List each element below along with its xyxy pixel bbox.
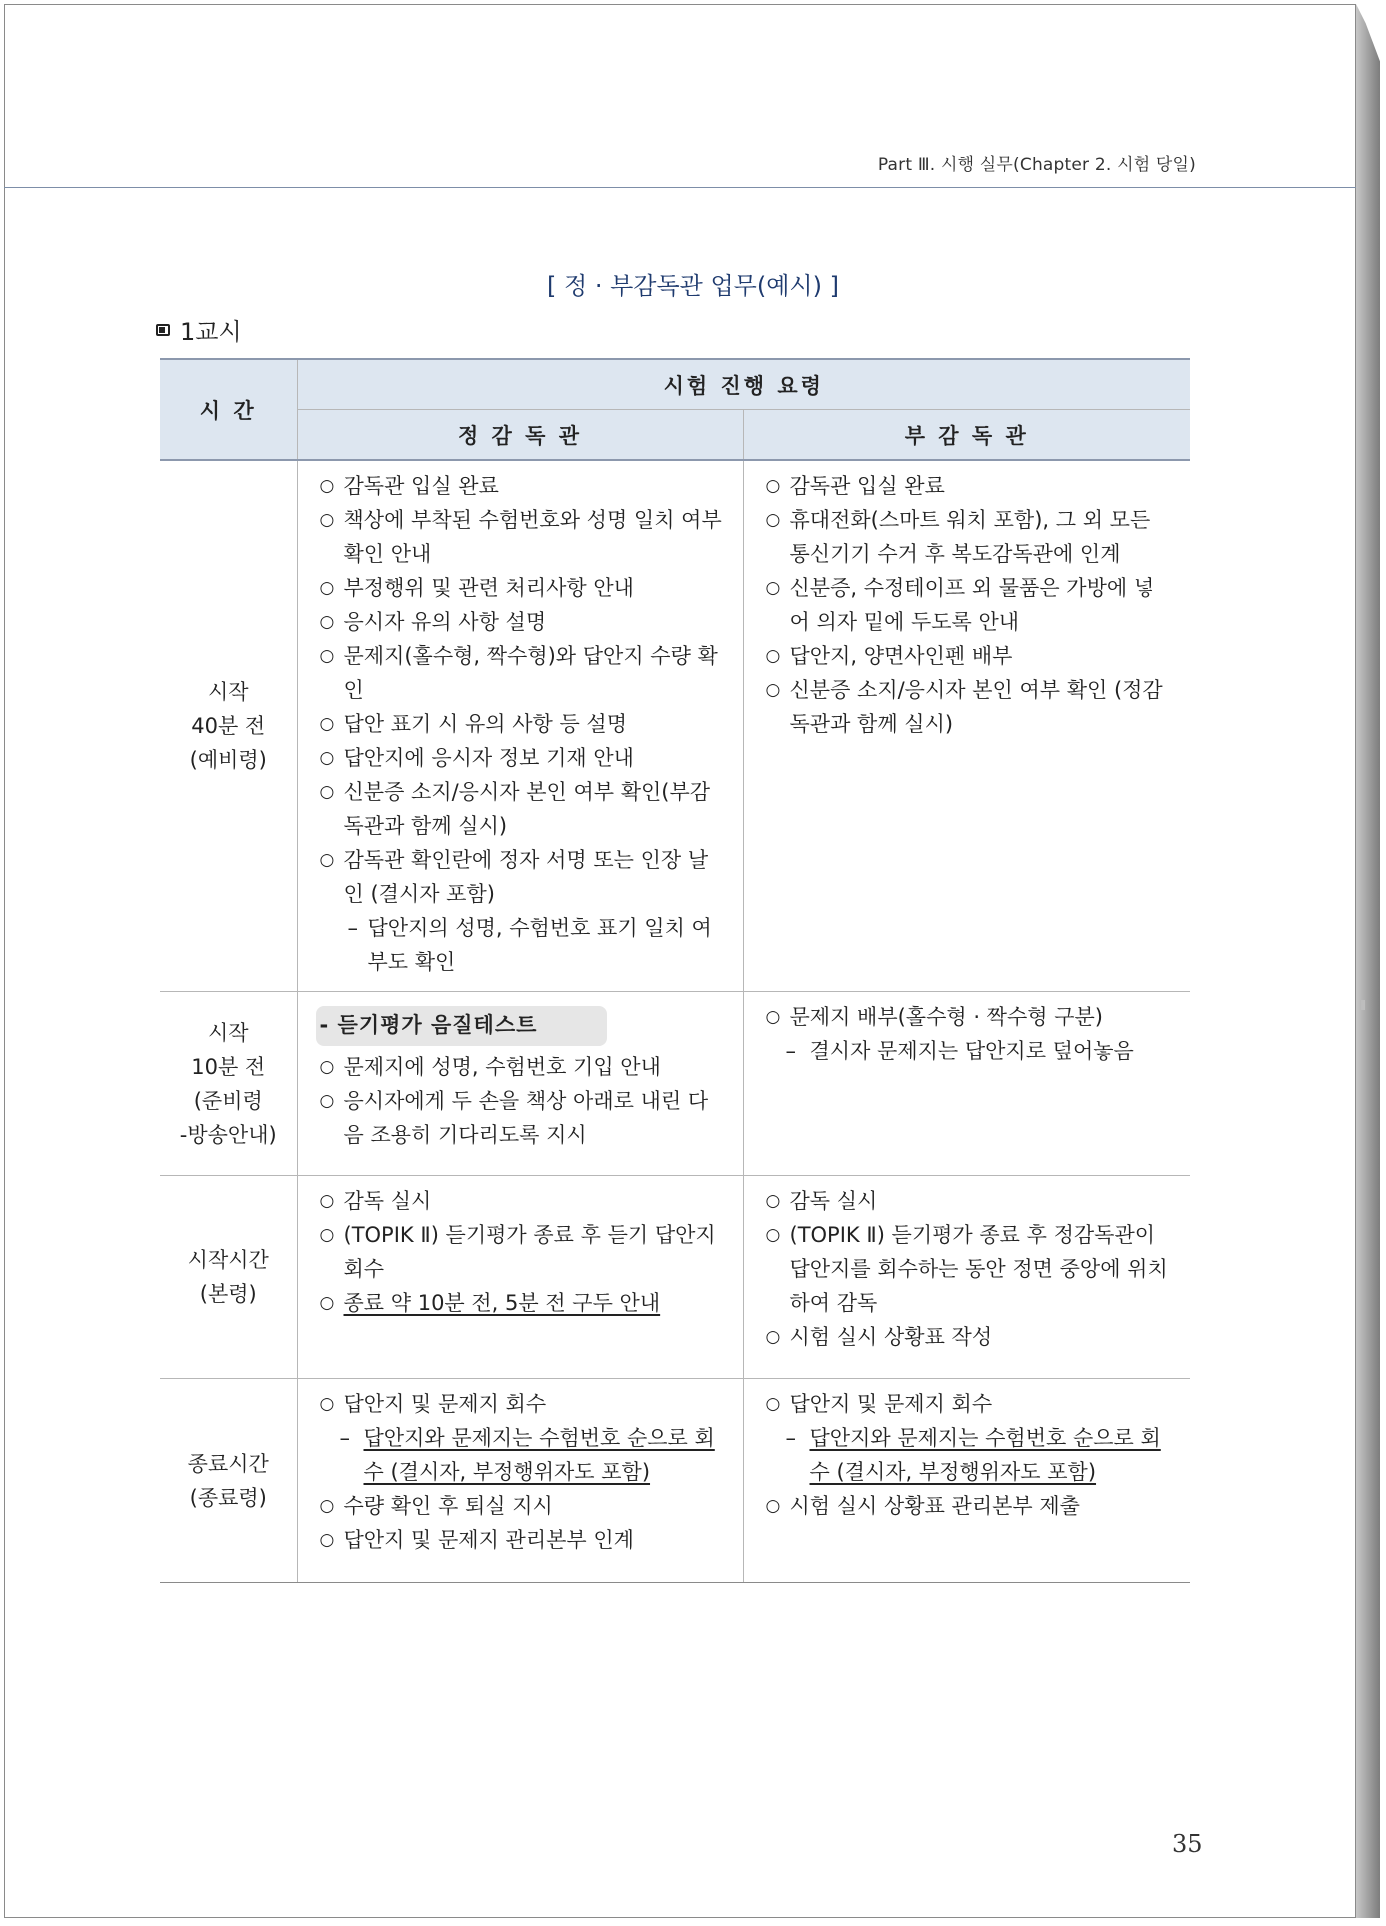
- duty-item: [766, 503, 1173, 571]
- time-line: 시작: [207, 680, 249, 704]
- duty-item-text: 답안지와 문제지는 수험번호 순으로 회수 (결시자, 부정행위자도 포함): [363, 1426, 715, 1484]
- square-bullet-icon: [156, 324, 170, 336]
- duty-item-text: 답안지의 성명, 수험번호 표기 일치 여부도 확인: [367, 916, 712, 974]
- time-line: 10분 전: [191, 1054, 266, 1079]
- page-number: 35: [1172, 1830, 1203, 1858]
- time-line: (종료령): [189, 1485, 267, 1510]
- duty-item-text: 감독 실시: [343, 1189, 432, 1213]
- duty-item-text: (TOPIK Ⅱ) 듣기평가 종료 후 듣기 답안지 회수: [343, 1223, 716, 1281]
- chief-duty-list: [320, 1184, 725, 1320]
- document-title: [ 정 · 부감독관 업무(예시) ]: [547, 272, 839, 300]
- duty-item-text: 책상에 부착된 수험번호와 성명 일치 여부 확인 안내: [343, 508, 722, 566]
- duty-item: [766, 1184, 1173, 1218]
- assistant-duties-cell: [743, 992, 1190, 1176]
- duty-item-text: 답안지에 응시자 정보 기재 안내: [343, 746, 634, 770]
- time-cell: [160, 460, 297, 992]
- duty-item: [320, 605, 725, 639]
- table-row: [160, 460, 1190, 992]
- duty-item: [320, 1387, 725, 1421]
- duty-item: [320, 503, 725, 571]
- duty-item-text: 신분증 소지/응시자 본인 여부 확인 (정감독관과 함께 실시): [789, 678, 1163, 736]
- time-cell: [160, 1176, 297, 1379]
- duty-item-text: 답안지 및 문제지 회수: [343, 1392, 547, 1416]
- duty-item: [766, 1218, 1173, 1320]
- duty-item-text: 문제지에 성명, 수험번호 기입 안내: [343, 1055, 661, 1079]
- duty-item-text: 부정행위 및 관련 처리사항 안내: [343, 576, 634, 600]
- duty-item-text: 답안지 및 문제지 관리본부 인계: [343, 1528, 634, 1552]
- header-assistant-supervisor: 부 감 독 관: [743, 410, 1190, 461]
- time-line: 시작: [207, 1020, 249, 1045]
- table-body: [160, 460, 1190, 1583]
- duty-item: [766, 1489, 1173, 1523]
- duty-item: [320, 639, 725, 707]
- chief-duties-cell: [297, 1176, 743, 1379]
- duty-item-text: 신분증, 수정테이프 외 물품은 가방에 넣어 의자 밑에 두도록 안내: [789, 576, 1155, 634]
- time-line: 종료시간: [187, 1451, 269, 1476]
- duty-item-text: 감독 실시: [789, 1189, 878, 1213]
- duty-item-text: (TOPIK Ⅱ) 듣기평가 종료 후 정감독관이 답안지를 회수하는 동안 정면 중앙에 위치하여 감독: [789, 1223, 1168, 1315]
- duty-item: [320, 1084, 725, 1152]
- duty-item-text: 수량 확인 후 퇴실 지시: [343, 1494, 553, 1518]
- duty-item: [320, 741, 725, 775]
- assistant-duties-cell: [743, 1176, 1190, 1379]
- duty-item-text: 감독관 입실 완료: [343, 474, 499, 498]
- time-line: -방송안내): [179, 1122, 277, 1147]
- page-side-mark: [1361, 1000, 1365, 1010]
- assistant-duties-cell: [743, 460, 1190, 992]
- section-heading: [156, 312, 242, 347]
- duty-item: [320, 843, 725, 911]
- duty-item-text: 문제지(홀수형, 짝수형)와 답안지 수량 확인: [343, 644, 718, 702]
- chief-duties-cell: [297, 1379, 743, 1583]
- chief-duty-list: [320, 469, 725, 979]
- header-time: 시 간: [160, 359, 297, 460]
- duty-item: [766, 639, 1173, 673]
- duty-item: [320, 911, 725, 979]
- time-line: (본령): [199, 1282, 257, 1306]
- duty-item-text: 응시자 유의 사항 설명: [343, 610, 547, 634]
- chief-duty-list: [320, 1387, 725, 1557]
- running-header: Part Ⅲ. 시행 실무(Chapter 2. 시험 당일): [877, 155, 1196, 175]
- duty-item-text: 답안지, 양면사인펜 배부: [789, 644, 1013, 668]
- duty-item: [766, 1000, 1173, 1034]
- table-row: [160, 992, 1190, 1176]
- time-cell: [160, 992, 297, 1176]
- duty-item-text: 답안지와 문제지는 수험번호 순으로 회수 (결시자, 부정행위자도 포함): [809, 1426, 1161, 1484]
- duty-item-text: 응시자에게 두 손을 책상 아래로 내린 다음 조용히 기다리도록 지시: [343, 1089, 709, 1147]
- duty-item-text: 시험 실시 상황표 관리본부 제출: [789, 1494, 1080, 1518]
- duty-item: [320, 1421, 725, 1489]
- duty-item: [766, 469, 1173, 503]
- duty-item: [766, 1421, 1173, 1489]
- duty-item: [320, 571, 725, 605]
- duty-item-text: 답안지 및 문제지 회수: [789, 1392, 993, 1416]
- chief-duties-cell: [297, 460, 743, 992]
- duty-item: [766, 1387, 1173, 1421]
- duty-item: [320, 707, 725, 741]
- duty-item-text: 답안 표기 시 유의 사항 등 설명: [343, 712, 627, 736]
- audio-test-highlight: - 듣기평가 음질테스트: [316, 1006, 608, 1046]
- time-line: 시작시간: [187, 1248, 269, 1272]
- assistant-duties-cell: [743, 1379, 1190, 1583]
- table-row: [160, 1176, 1190, 1379]
- duty-item: [320, 1523, 725, 1557]
- header-rule: [4, 187, 1356, 188]
- section-label: 1교시: [180, 318, 242, 346]
- duty-item: [320, 1489, 725, 1523]
- duty-item: [320, 1286, 725, 1320]
- duty-item: [320, 1050, 725, 1084]
- duty-item: [320, 469, 725, 503]
- duty-item: [766, 1320, 1173, 1354]
- table-row: [160, 1379, 1190, 1583]
- duty-item-text: 감독관 확인란에 정자 서명 또는 인장 날인 (결시자 포함): [343, 848, 709, 906]
- duty-item-text: 종료 약 10분 전, 5분 전 구두 안내: [343, 1291, 661, 1315]
- time-line: (예비령): [189, 748, 267, 772]
- duty-item: [320, 775, 725, 843]
- chief-duty-list: [320, 1050, 725, 1152]
- assistant-duty-list: [766, 1184, 1173, 1354]
- header-chief-supervisor: 정 감 독 관: [297, 410, 743, 461]
- assistant-duty-list: [766, 1387, 1173, 1523]
- chief-duties-cell: [297, 992, 743, 1176]
- duty-item: [320, 1184, 725, 1218]
- duty-item-text: 결시자 문제지는 답안지로 덮어놓음: [809, 1039, 1134, 1063]
- assistant-duty-list: [766, 1000, 1173, 1068]
- duty-item-text: 감독관 입실 완료: [789, 474, 945, 498]
- duty-item: [766, 571, 1173, 639]
- duty-item-text: 문제지 배부(홀수형 · 짝수형 구분): [789, 1005, 1103, 1029]
- duty-item-text: 시험 실시 상황표 작성: [789, 1325, 993, 1349]
- header-procedure: 시험 진행 요령: [297, 359, 1190, 410]
- time-line: 40분 전: [191, 714, 266, 738]
- supervisor-duty-table: [160, 358, 1190, 1583]
- duty-item-text: 신분증 소지/응시자 본인 여부 확인(부감독관과 함께 실시): [343, 780, 711, 838]
- duty-item: [766, 673, 1173, 741]
- duty-item-text: 휴대전화(스마트 워치 포함), 그 외 모든 통신기기 수거 후 복도감독관에 인계: [789, 508, 1151, 566]
- time-line: (준비령: [193, 1088, 263, 1113]
- duty-item: [766, 1034, 1173, 1068]
- duty-item: [320, 1218, 725, 1286]
- time-cell: [160, 1379, 297, 1583]
- assistant-duty-list: [766, 469, 1173, 741]
